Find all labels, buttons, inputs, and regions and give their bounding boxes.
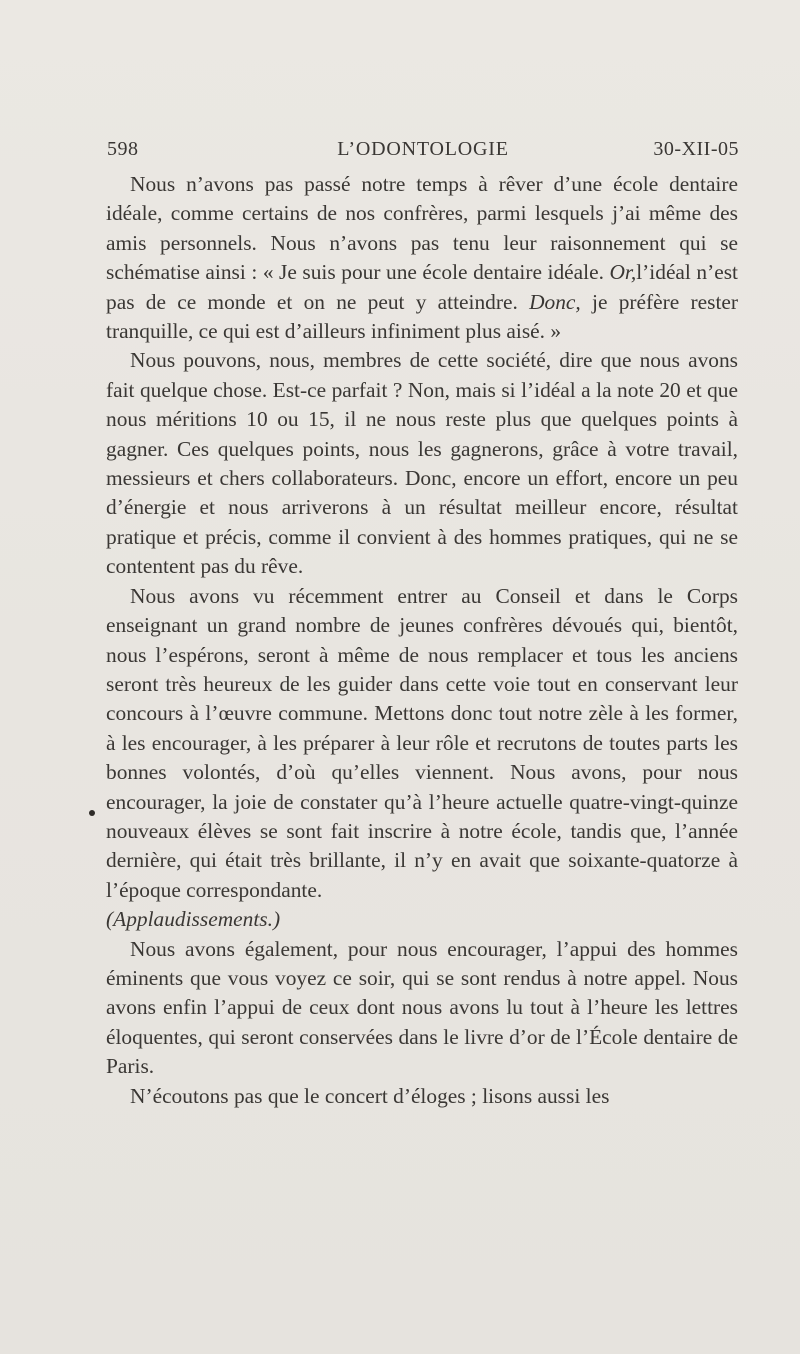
body-text <box>106 170 738 1111</box>
paragraph-1-text: Nous n’avons pas passé notre temps à rêver d’une école dentaire idéale, comme certains de nos confrères, parmi lesquels j’ai même des amis personnels. Nous n’avons pas tenu leur raisonnement qui se schématise ainsi : « Je suis pour une école dentaire idéale. <box>106 172 738 285</box>
paragraph-3 <box>106 582 738 935</box>
applause-note: (Applaudissements.) <box>106 907 281 932</box>
paragraph-4: Nous avons également, pour nous encourager, l’appui des hommes éminents que vous voyez ce soir, qui se sont rendus à notre appel. Nous avons enfin l’appui de ceux dont nous avons lu tout à l’heure les lettres éloquentes, qui seront conservées dans le livre d’or de l’École dentaire de Paris. <box>106 936 738 1079</box>
paragraph-3-text: Nous avons vu récemment entrer au Conseil et dans le Corps enseignant un grand nombre de jeunes confrères dévoués qui, bientôt, nous l’espérons, seront à même de nous remplacer et tous les anciens seront très heureux de les guider dans cette voie tout en conservant leur concours à l’œuvre commune. Mettons donc tout notre zèle à les former, à les encourager, à les préparer à leur rôle et recrutons de toutes parts les bonnes volontés, d’où qu’elles viennent. Nous avons, pour nous encourager, la joie de constater qu’à l’heure actuelle quatre-vingt-quinze nouveaux élèves se sont fait inscrire à notre école, tandis que, l’année dernière, qui était très brillante, il n’y en avait que soixante-quatorze à l’époque correspondante. <box>106 583 738 902</box>
ink-spot <box>89 810 95 816</box>
paragraph-1 <box>106 170 738 346</box>
or-emphasis: Or, <box>609 260 637 285</box>
donc-emphasis: Donc, <box>529 289 581 314</box>
paragraph-1-middle: l’idéal n’est pas de ce monde et on ne peut y atteindre. <box>106 260 738 314</box>
page-number: 598 <box>107 138 139 160</box>
paragraph-5: N’écoutons pas que le concert d’éloges ; lisons aussi les <box>130 1083 610 1108</box>
page-header <box>107 138 739 166</box>
paragraph-2: Nous pouvons, nous, membres de cette société, dire que nous avons fait quelque chose. Est-ce parfait ? Non, mais si l’idéal a la note 20 et que nous méritions 10 ou 15, il ne nous reste plus que quelques points à gagner. Ces quelques points, nous les gagnerons, grâce à votre travail, messieurs et chers collaborateurs. Donc, encore un effort, encore un peu d’énergie et nous arriverons à un résultat meilleur encore, résultat pratique et précis, comme il convient à des hommes pratiques, qui ne se contentent pas du rêve. <box>106 348 738 579</box>
issue-date: 30-XII-05 <box>653 138 739 160</box>
paragraph-1-end: je préfère rester tranquille, ce qui est d’ailleurs infiniment plus aisé. » <box>106 289 739 344</box>
running-title: L’ODONTOLOGIE <box>337 138 509 160</box>
